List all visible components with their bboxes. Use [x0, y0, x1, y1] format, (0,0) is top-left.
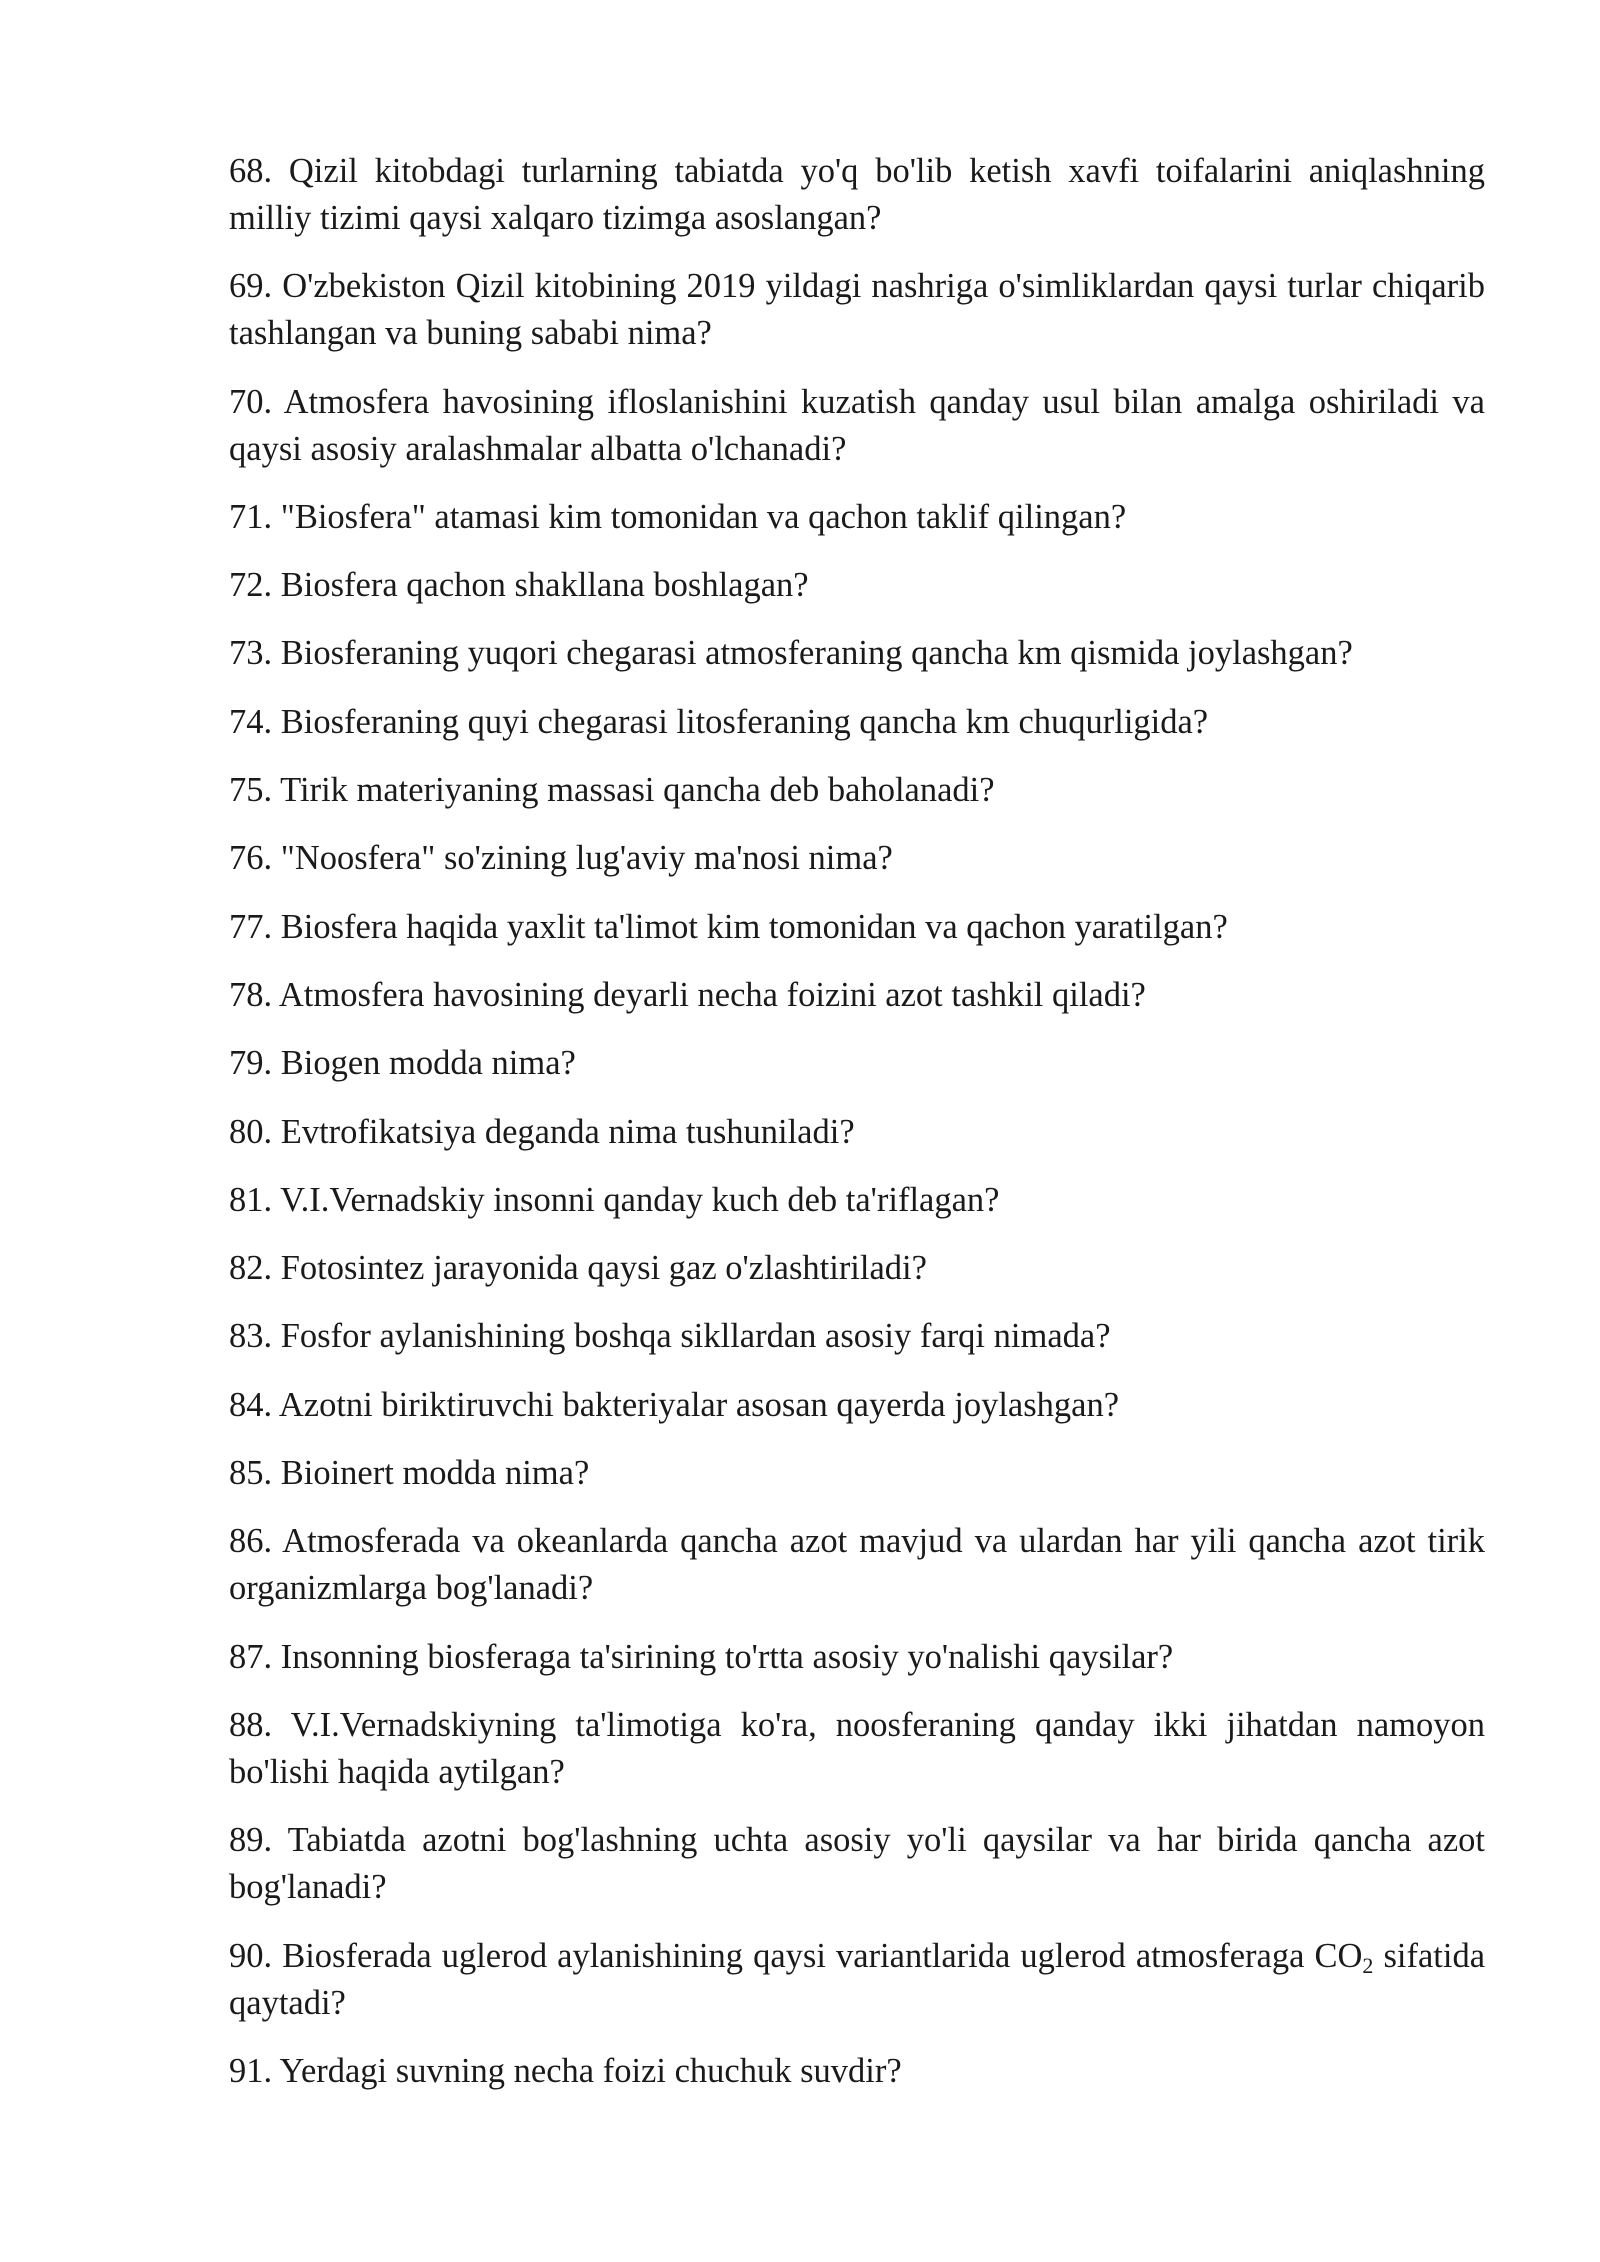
question-text: Yerdagi suvning necha foizi chuchuk suvdir?	[279, 2051, 902, 2090]
question-text: Tabiatda azotni bog'lashning uchta asosiy yo'li qaysilar va har birida qancha azot bog'lanadi?	[229, 1821, 1485, 1907]
question-text: Biogen modda nima?	[280, 1044, 576, 1083]
question-text-before-subscript: Biosferada uglerod aylanishining qaysi variantlarida uglerod atmosferaga CO	[282, 1936, 1363, 1975]
question-83	[229, 1313, 1485, 1360]
question-76	[229, 835, 1485, 882]
question-number: 69.	[229, 267, 273, 306]
question-84	[229, 1382, 1485, 1429]
question-90	[229, 1933, 1485, 2027]
question-text: Fotosintez jarayonida qaysi gaz o'zlashtiriladi?	[280, 1249, 927, 1288]
question-text: Azotni biriktiruvchi bakteriyalar asosan qayerda joylashgan?	[278, 1385, 1120, 1424]
question-text: Biosferaning yuqori chegarasi atmosferaning qancha km qismida joylashgan?	[280, 634, 1353, 673]
question-text: Atmosfera havosining deyarli necha foizini azot tashkil qiladi?	[278, 975, 1146, 1014]
question-number: 75.	[229, 771, 273, 810]
question-89	[229, 1817, 1485, 1911]
question-list	[229, 148, 1485, 2116]
question-number: 86.	[229, 1522, 273, 1561]
question-text: Biosfera haqida yaxlit ta'limot kim tomonidan va qachon yaratilgan?	[280, 907, 1228, 946]
question-81	[229, 1177, 1485, 1224]
question-number: 88.	[229, 1705, 273, 1744]
question-82	[229, 1245, 1485, 1292]
question-68	[229, 148, 1485, 242]
question-number: 79.	[229, 1044, 273, 1083]
question-text: V.I.Vernadskiyning ta'limotiga ko'ra, noosferaning qanday ikki jihatdan namoyon bo'lishi haqida aytilgan?	[229, 1705, 1485, 1791]
question-71	[229, 494, 1485, 541]
question-77	[229, 904, 1485, 951]
question-72	[229, 562, 1485, 609]
question-number: 72.	[229, 566, 273, 605]
question-88	[229, 1702, 1485, 1796]
question-number: 84.	[229, 1385, 273, 1424]
question-number: 76.	[229, 839, 273, 878]
question-73	[229, 630, 1485, 677]
question-number: 77.	[229, 907, 273, 946]
question-number: 68.	[229, 152, 273, 190]
question-text: Qizil kitobdagi turlarning tabiatda yo'q bo'lib ketish xavfi toifalarini aniqlashning milliy tizimi qaysi xalqaro tizimga asoslangan?	[229, 152, 1486, 237]
question-text: Tirik materiyaning massasi qancha deb baholanadi?	[280, 771, 995, 810]
question-number: 83.	[229, 1317, 273, 1356]
question-87	[229, 1634, 1485, 1681]
question-text: Fosfor aylanishining boshqa sikllardan asosiy farqi nimada?	[280, 1317, 1111, 1356]
question-text: Bioinert modda nima?	[280, 1454, 590, 1493]
question-number: 89.	[229, 1821, 273, 1860]
question-number: 87.	[229, 1637, 273, 1676]
question-text: V.I.Vernadskiy insonni qanday kuch deb ta'riflagan?	[280, 1180, 1000, 1219]
question-85	[229, 1450, 1485, 1497]
question-86	[229, 1518, 1485, 1612]
question-number: 78.	[229, 975, 273, 1014]
question-91	[229, 2048, 1485, 2095]
question-text: Biosfera qachon shakllana boshlagan?	[280, 566, 809, 605]
question-78	[229, 972, 1485, 1019]
question-number: 82.	[229, 1249, 273, 1288]
question-number: 74.	[229, 702, 273, 741]
question-text: Insonning biosferaga ta'sirining to'rtta asosiy yo'nalishi qaysilar?	[280, 1637, 1174, 1676]
question-74	[229, 699, 1485, 746]
question-text: O'zbekiston Qizil kitobining 2019 yildagi nashriga o'simliklardan qaysi turlar chiqarib tashlangan va buning sababi nima?	[229, 267, 1486, 353]
question-number: 71.	[229, 497, 273, 536]
question-number: 85.	[229, 1454, 273, 1493]
question-text: Atmosferada va okeanlarda qancha azot mavjud va ulardan har yili qancha azot tirik organizmlarga bog'lanadi?	[229, 1522, 1485, 1608]
question-number: 81.	[229, 1180, 273, 1219]
question-70	[229, 379, 1485, 473]
question-text: "Noosfera" so'zining lug'aviy ma'nosi nima?	[280, 839, 893, 878]
question-number: 73.	[229, 634, 273, 673]
question-69	[229, 263, 1485, 357]
question-number: 91.	[229, 2051, 273, 2090]
question-79	[229, 1040, 1485, 1087]
question-number: 70.	[229, 382, 273, 421]
question-number: 90.	[229, 1936, 273, 1975]
question-80	[229, 1109, 1485, 1156]
question-75	[229, 767, 1485, 814]
question-number: 80.	[229, 1112, 273, 1151]
question-text-after-subscript: sifatida qaytadi?	[229, 1936, 1486, 2022]
subscript-two: 2	[1362, 1952, 1374, 1978]
question-text: Atmosfera havosining ifloslanishini kuzatish qanday usul bilan amalga oshiriladi va qaysi asosiy aralashmalar albatta o'lchanadi?	[229, 382, 1485, 468]
question-text: "Biosfera" atamasi kim tomonidan va qachon taklif qilingan?	[280, 497, 1127, 536]
question-text: Biosferaning quyi chegarasi litosferaning qancha km chuqurligida?	[280, 702, 1209, 741]
question-text: Evtrofikatsiya deganda nima tushuniladi?	[280, 1112, 855, 1151]
